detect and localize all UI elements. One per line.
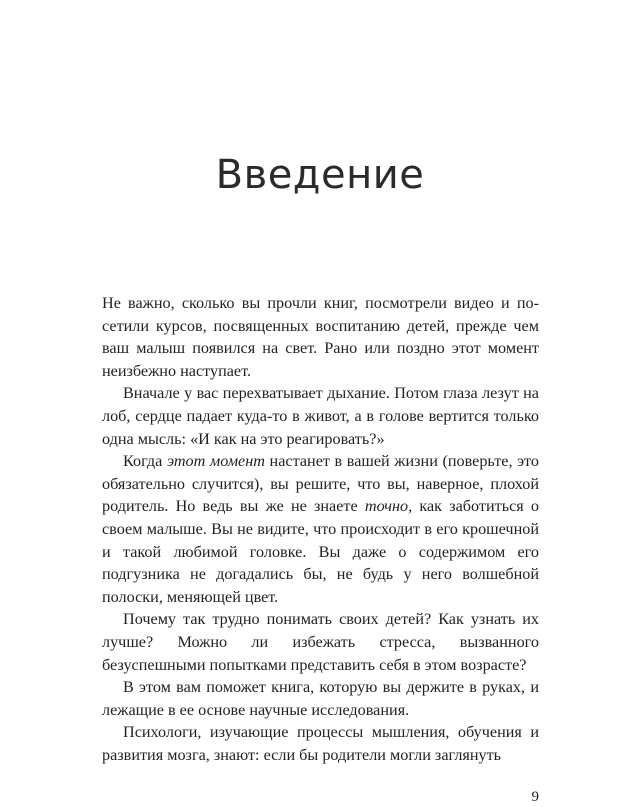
body-text [102,292,539,766]
paragraph [102,292,539,382]
paragraph [102,721,539,766]
emphasis-text: этот момент [166,452,265,471]
paragraph-text: Психологи, изучающие процессы мышления, обучения и развития мозга, знают: если бы родители могли заглянуть [102,723,539,764]
paragraph-text: В этом вам поможет книга, которую вы держите в руках, и лежащие в ее основе научные исследования. [102,678,539,719]
page-number: 9 [531,789,539,805]
paragraph-text: , как заботиться о своем малыше. Вы не видите, что происходит в его крошечной и такой любимой головке. Вы даже о содержимом его подгузника не догадались бы, не будь у него волшебной полоски, меняющей цвет. [102,497,539,606]
paragraph [102,450,539,608]
paragraph-text: настанет в вашей жизни (поверьте, это обязательно случится), вы решите, что вы, наверное, плохой родитель. Но ведь вы же не знаете [102,452,539,516]
paragraph-text: Когда [123,452,167,471]
paragraph-text: Не важно, сколько вы прочли книг, посмотрели видео и посетили курсов, посвященных воспитанию детей, прежде чем ваш малыш появился на свет. Рано или поздно этот момент неизбежно наступает. [102,294,539,380]
paragraph-text: Почему так трудно понимать своих детей? Как узнать их лучше? Можно ли избежать стресса, вызванного безуспешными попытками представить себя в этом возрасте? [102,610,539,674]
chapter-title: Введение [215,152,425,198]
emphasis-text: точно [364,497,409,516]
paragraph-text: Вначале у вас перехватывает дыхание. Потом глаза лезут на лоб, сердце падает куда-то в живот, а в голове вертится только одна мысль: «И как на это реагировать?» [102,384,539,448]
paragraph [102,382,539,450]
paragraph [102,608,539,676]
paragraph [102,676,539,721]
